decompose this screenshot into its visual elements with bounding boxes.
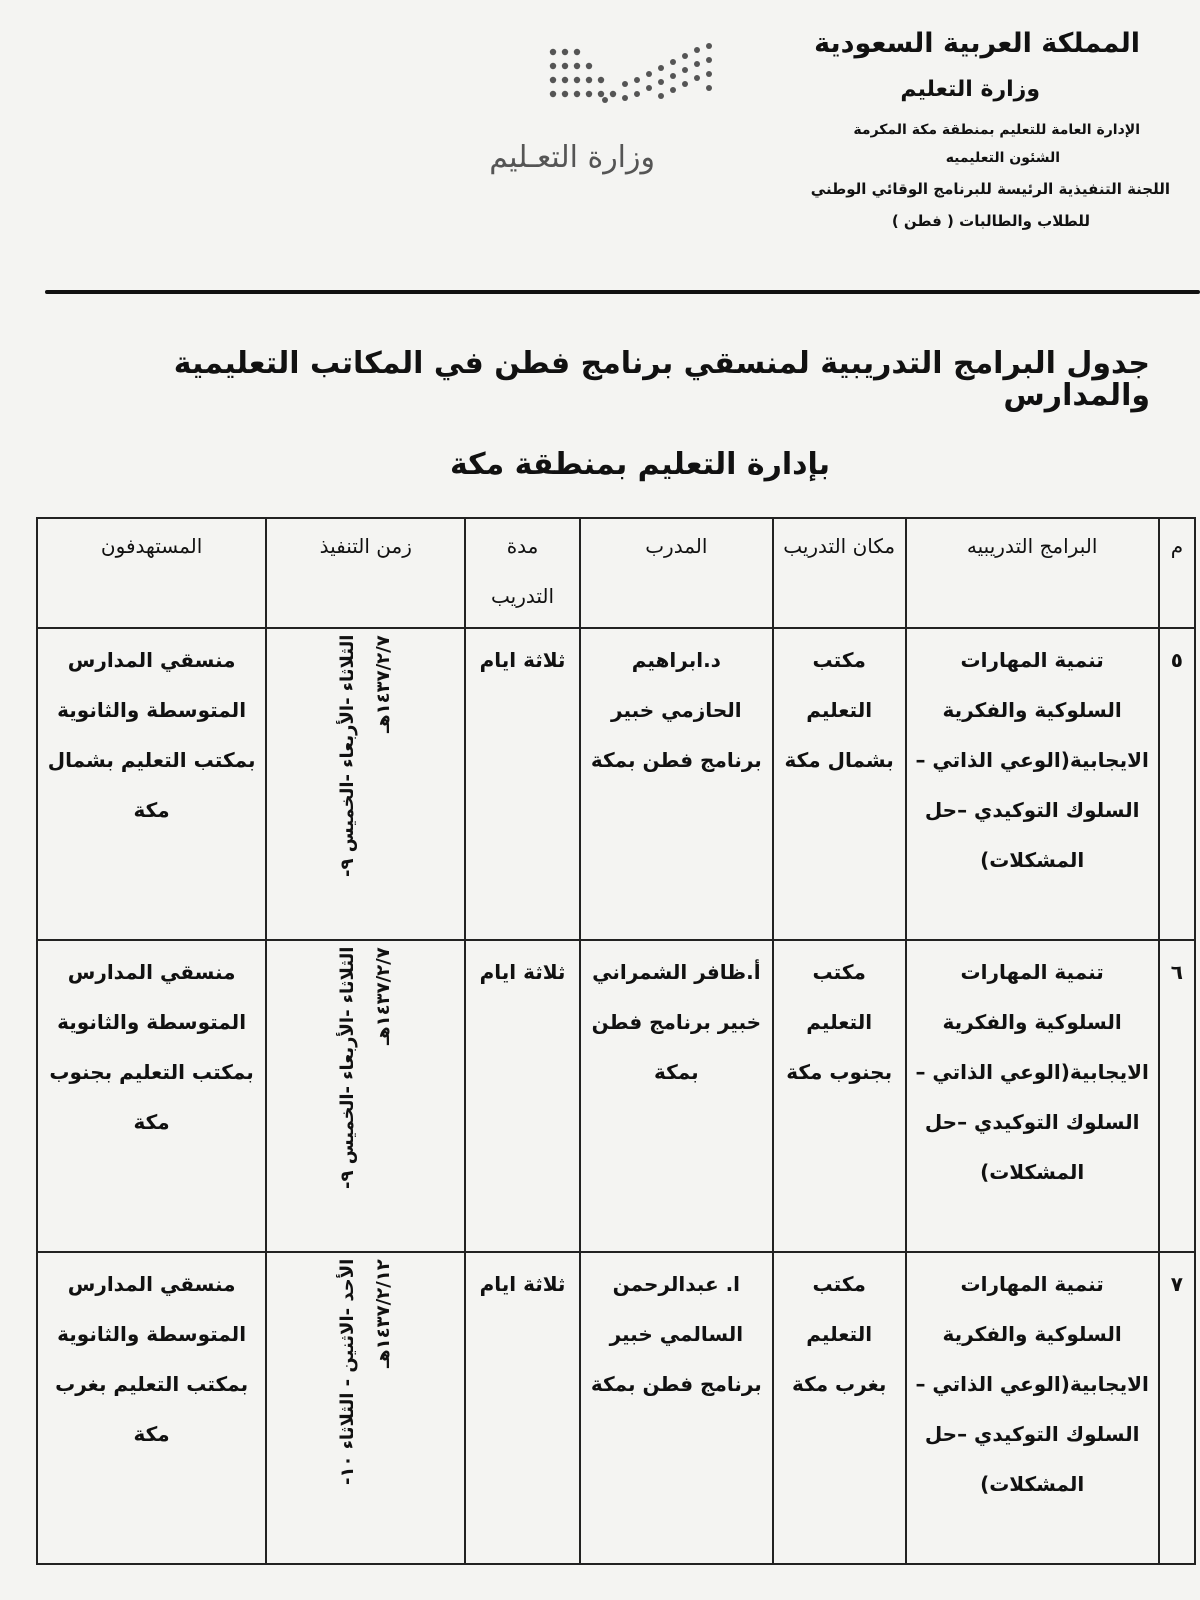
row-place: مكتب التعليم بجنوب مكة	[773, 940, 906, 1252]
table-row	[37, 628, 1195, 940]
header-divider	[45, 290, 1200, 294]
committee-name: اللجنة التنفيذية الرئيسة للبرنامج الوقائي الوطني	[810, 180, 1170, 198]
row-trainer: أ.ظافر الشمراني خبير برنامج فطن بمكة	[580, 940, 773, 1252]
row-time: الثلاثاء -الأربعاء -الخميس ٩- ١٤٣٧/٢/٧هـ	[336, 947, 394, 1190]
header-duration: مدة التدريب	[465, 518, 580, 628]
row-time: الثلاثاء -الأربعاء -الخميس ٩- ١٤٣٧/٢/٧هـ	[336, 635, 394, 878]
title-line-1: جدول البرامج التدريبية لمنسقي برنامج فطن في المكاتب التعليمية والمدارس	[173, 346, 1150, 413]
document-title	[60, 348, 1160, 481]
ministry-name: وزارة التعليم	[900, 77, 1040, 102]
letterhead	[700, 28, 1170, 230]
row-time: الأحد -الاثنين - الثلاثاء ١٠- ١٤٣٧/٢/١٢هـ	[336, 1259, 394, 1486]
row-number: ٦	[1159, 940, 1195, 1252]
header-place: مكان التدريب	[773, 518, 906, 628]
country-name: المملكة العربية السعودية	[814, 28, 1140, 59]
row-program: تنمية المهارات السلوكية والفكرية الايجابية(الوعي الذاتي –السلوك التوكيدي –حل المشكلات)	[906, 940, 1159, 1252]
table-header-row	[37, 518, 1195, 628]
row-target: منسقي المدارس المتوسطة والثانوية بمكتب التعليم بجنوب مكة	[37, 940, 266, 1252]
row-time-cell	[266, 1252, 465, 1564]
ministry-logo	[455, 40, 725, 190]
row-duration: ثلاثة ايام	[465, 628, 580, 940]
row-place: مكتب التعليم بغرب مكة	[773, 1252, 906, 1564]
logo-dots-icon	[545, 40, 720, 110]
directorate-name: الإدارة العامة للتعليم بمنطقة مكة المكرمة	[853, 122, 1140, 138]
table-row	[37, 1252, 1195, 1564]
row-target: منسقي المدارس المتوسطة والثانوية بمكتب التعليم بشمال مكة	[37, 628, 266, 940]
header-m: م	[1159, 518, 1195, 628]
row-time-cell	[266, 940, 465, 1252]
training-schedule-table	[36, 517, 1196, 1565]
row-program: تنمية المهارات السلوكية والفكرية الايجابية(الوعي الذاتي –السلوك التوكيدي –حل المشكلات)	[906, 628, 1159, 940]
row-duration: ثلاثة ايام	[465, 940, 580, 1252]
row-trainer: د.ابراهيم الحازمي خبير برنامج فطن بمكة	[580, 628, 773, 940]
header-target: المستهدفون	[37, 518, 266, 628]
row-place: مكتب التعليم بشمال مكة	[773, 628, 906, 940]
row-trainer: ا. عبدالرحمن السالمي خبير برنامج فطن بمكة	[580, 1252, 773, 1564]
header-trainer: المدرب	[580, 518, 773, 628]
header-program: البرامج التدريبيه	[906, 518, 1159, 628]
affairs-name: الشئون التعليميه	[945, 150, 1060, 166]
title-line-2: بإدارة التعليم بمنطقة مكة	[449, 447, 831, 482]
row-time-cell	[266, 628, 465, 940]
header-time: زمن التنفيذ	[266, 518, 465, 628]
row-program: تنمية المهارات السلوكية والفكرية الايجابية(الوعي الذاتي –السلوك التوكيدي –حل المشكلات)	[906, 1252, 1159, 1564]
row-target: منسقي المدارس المتوسطة والثانوية بمكتب التعليم بغرب مكة	[37, 1252, 266, 1564]
row-duration: ثلاثة ايام	[465, 1252, 580, 1564]
row-number: ٧	[1159, 1252, 1195, 1564]
logo-wordmark: وزارة التعـليم	[489, 140, 655, 175]
committee-name-2: للطلاب والطالبات ( فطن )	[891, 212, 1090, 230]
table-row	[37, 940, 1195, 1252]
row-number: ٥	[1159, 628, 1195, 940]
